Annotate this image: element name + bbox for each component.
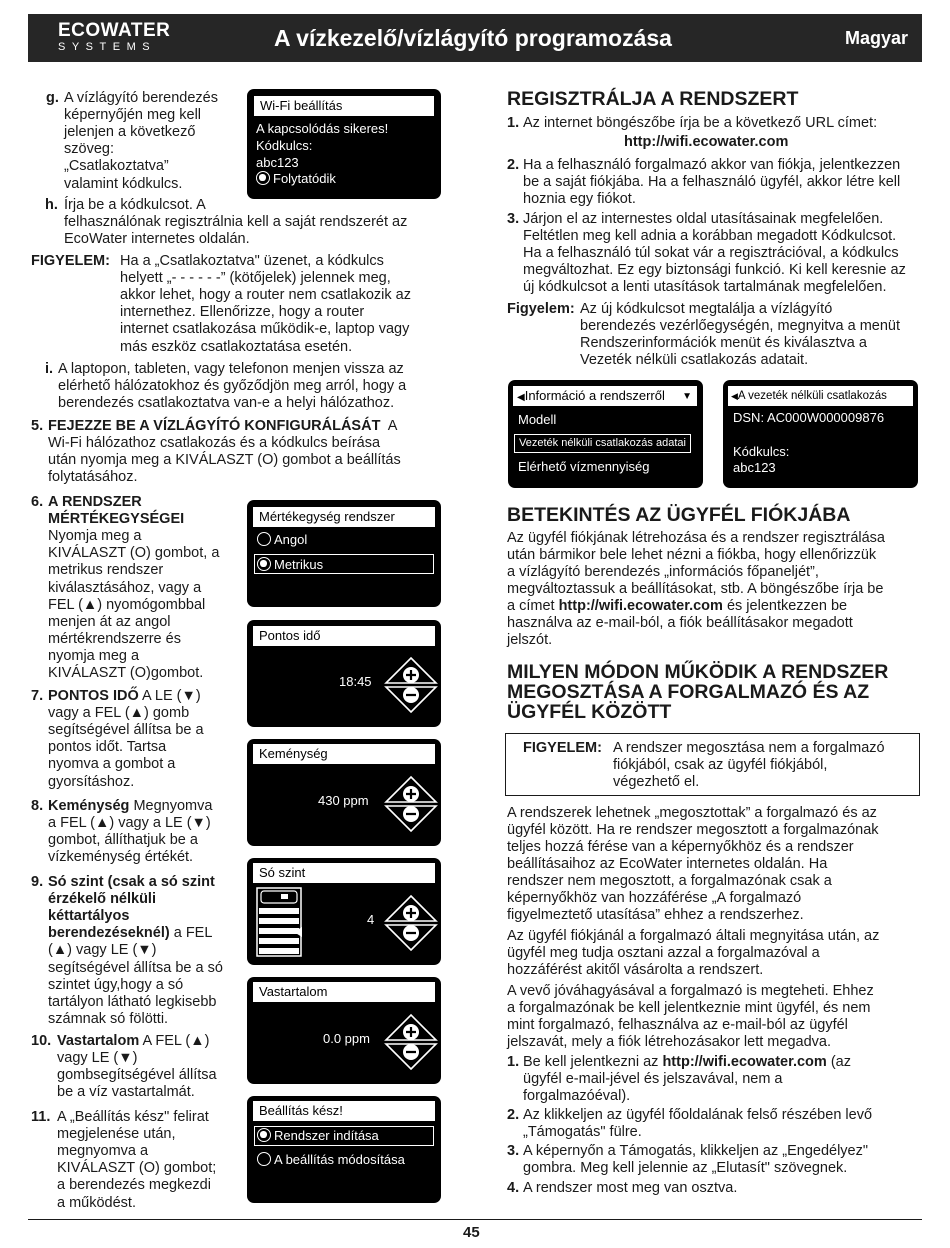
sharing-warning-box — [505, 733, 920, 796]
menu-item-model[interactable]: Modell — [518, 412, 557, 427]
language-label: Magyar — [844, 28, 908, 48]
step-11-number: 11. — [31, 1109, 51, 1125]
share-step-2-number: 2. — [507, 1107, 520, 1123]
screen-title: ◀A vezeték nélküli csatlakozás — [728, 386, 913, 406]
salt-tank-icon — [255, 886, 303, 958]
system-info-screen — [508, 380, 703, 488]
start-system-option[interactable]: Rendszer indítása — [257, 1128, 379, 1143]
account-url-link[interactable]: http://wifi.ecowater.com — [558, 598, 723, 614]
ecowater-logo — [58, 21, 170, 53]
screen-title: Wi-Fi beállítás — [254, 96, 434, 116]
step-5-text: FEJEZZE BE A VÍZLÁGYÍTÓ KONFIGURÁLÁSÁT A Wi-Fi hálózathoz csatlakozás és a kódkulcs beírása után nyomja meg a KIVÁLASZT (O) gombot a beállítás folytatásához. — [48, 418, 401, 486]
sharing-paragraph-3: A vevő jóváhagyásával a forgalmazó is megteheti. Ehhez a forgalmazónak be kell jelentkeznie mint ügyfél, és nem mint forgalmazó, felhasználva az e-mail-ból az ügyfél jelszavát, mely a fiók létrehozásakor lett megadva. — [507, 983, 874, 1050]
step-6-text: A RENDSZER MÉRTÉKEGYSÉGEI Nyomja meg a KIVÁLASZT (O) gombot, a metrikus rendszer kiválasztásához, vagy a FEL (▲) nyomógombbal menjen át az angol mértékrendszerre és nyomja meg a KIVÁLASZT (O)gombot. — [48, 494, 220, 682]
up-down-arrows-icon[interactable] — [384, 894, 438, 952]
warning-text: A rendszer megosztása nem a forgalmazó fiókjából, csak az ügyfél fiókjából, végezhető el. — [613, 740, 885, 791]
wifi-setup-screen — [247, 89, 441, 199]
warning-label: FIGYELEM: — [523, 740, 602, 756]
share-step-1-text: Be kell jelentkezni az http://wifi.ecowater.com (az ügyfél e-mail-jével és jelszavával, nem a forgalmazóéval). — [523, 1054, 851, 1105]
screen-title: Keménység — [253, 744, 435, 764]
setup-done-screen — [247, 1096, 441, 1203]
step-7-text: PONTOS IDŐ A LE (▼) vagy a FEL (▲) gomb segítségével állítsa be a pontos időt. Tartsa nyomva a gombot a gyorsításhoz. — [48, 688, 204, 790]
page-header — [28, 14, 922, 62]
keycode-value: abc123 — [256, 155, 299, 170]
share-step-3-text: A képernyőn a Támogatás, klikkeljen az „Engedélyez" gombra. Meg kell jelennie az „Elutasít" szövegnek. — [523, 1143, 869, 1177]
back-arrow-icon: ◀ — [731, 391, 738, 401]
step-10-number: 10. — [31, 1033, 52, 1049]
units-screen — [247, 500, 441, 607]
keycode-label: Kódkulcs: — [256, 138, 313, 153]
reg-step-1-text: Az internet böngészőbe írja be a következő URL címet: — [523, 115, 878, 131]
screen-title: Pontos idő — [253, 626, 435, 646]
option-english[interactable]: Angol — [257, 532, 307, 547]
sharing-heading: MILYEN MÓDON MŰKÖDIK A RENDSZER MEGOSZTÁSA A FORGALMAZÓ ÉS AZ ÜGYFÉL KÖZÖTT — [507, 661, 889, 723]
step-9-text: Só szint (csak a só szint érzékelő nélküli kéttartályos berendezéseknél) a FEL (▲) vagy LE (▼) segítségével állítsa be a só szintet úgy,hogy a só tartályon látható legkisebb számnak só fölötti. — [48, 874, 223, 1027]
continue-option[interactable]: Folytatódik — [256, 171, 336, 186]
back-arrow-icon: ◀ — [517, 392, 525, 403]
share-step-4-text: A rendszer most meg van osztva. — [523, 1180, 738, 1196]
step-8-number: 8. — [31, 798, 44, 814]
radio-selected-icon — [257, 1128, 271, 1142]
brand-name: ECOWATER — [58, 20, 171, 41]
step-i-text: A laptopon, tableten, vagy telefonon menjen vissza az elérhető hálózatokhoz és győződjön meg arról, hogy a berendezés csatlakoztatva van-e a helyi hálózathoz. — [58, 361, 407, 412]
step-g-text: A vízlágyító berendezés képernyőjén meg kell jelenjen a következő szöveg: „Csatlakoztatva” valamint kódkulcs. — [64, 90, 218, 192]
warning-label: FIGYELEM: — [31, 253, 110, 269]
menu-item-wireless-data[interactable]: Vezeték nélküli csatlakozás adatai — [514, 434, 691, 453]
connection-status: A kapcsolódás sikeres! — [256, 121, 389, 136]
page-title: A vízkezelő/vízlágyító programozása — [274, 25, 672, 51]
dropdown-arrow-icon: ▼ — [682, 391, 692, 402]
step-11-text: A „Beállítás kész" felirat megjelenése után, megnyomva a KIVÁLASZT (O) gombot; a berendezés megkezdi a működést. — [57, 1109, 217, 1211]
menu-item-available-water[interactable]: Elérhető vízmennyiség — [518, 459, 650, 474]
up-down-arrows-icon[interactable] — [384, 656, 438, 714]
note-text: Az új kódkulcsot megtalálja a vízlágyító berendezés vezérlőegységén, megnyitva a menüt Rendszerinformációk menüt és kiválasztva a Vezeték nélküli csatlakozás adatait. — [580, 301, 900, 369]
modify-settings-option[interactable]: A beállítás módosítása — [257, 1152, 405, 1167]
footer-rule — [28, 1219, 922, 1220]
warning-text: Ha a „Csatlakoztatva" üzenet, a kódkulcs helyett „- - - - - -” (kötőjelek) jelennek meg, akkor lehet, hogy a router nem csatlakozik az internethez. Ellenőrizze, hogy a router internet csatlakozása működik-e, laptop vagy más eszköz csatlakoztatása esetén. — [120, 253, 411, 355]
register-heading: REGISZTRÁLJA A RENDSZERT — [507, 88, 799, 110]
wireless-info-screen — [723, 380, 918, 488]
reg-step-3-text: Járjon el az internestes oldal utasításainak megfelelően. Feltétlen meg kell adnia a korábban megadott Kódkulcsot. Ha a felhasználó túl sokat vár a regisztrációval, a kódkulcs megváltozhat. Ez egy biztonsági funkció. Ki kell keresnie az új kódkulcsot a lenti utasítások tartalmának megfelelően. — [523, 211, 906, 296]
share-step-4-number: 4. — [507, 1180, 520, 1196]
up-down-arrows-icon[interactable] — [384, 775, 438, 833]
screen-title: Beállítás kész! — [253, 1101, 435, 1121]
iron-screen — [247, 977, 441, 1084]
share-step-3-number: 3. — [507, 1143, 520, 1159]
radio-empty-icon — [257, 1152, 271, 1166]
up-down-arrows-icon[interactable] — [384, 1013, 438, 1071]
screen-title: Mértékegység rendszer — [253, 507, 435, 527]
step-6-number: 6. — [31, 494, 44, 510]
screen-title: ◀Információ a rendszerről ▼ — [513, 386, 697, 406]
page-number: 45 — [463, 1224, 480, 1241]
brand-sub: SYSTEMS — [58, 41, 157, 53]
time-screen — [247, 620, 441, 727]
step-9-number: 9. — [31, 874, 44, 890]
sharing-paragraph-2: Az ügyfél fiókjánál a forgalmazó általi megnyitása után, az ügyfél meg tudja osztani azzal a forgalmazóval a hozzáférést akitől vásárolta a rendszert. — [507, 928, 880, 978]
note-label: Figyelem: — [507, 301, 575, 317]
register-url-link[interactable]: http://wifi.ecowater.com — [624, 134, 789, 150]
level-pointer-icon — [294, 927, 302, 937]
iron-value: 0.0 ppm — [323, 1031, 370, 1046]
step-10-text: Vastartalom A FEL (▲) vagy LE (▼) gombsegítségével állítsa be a víz vastartalmát. — [57, 1033, 217, 1101]
reg-step-3-number: 3. — [507, 211, 520, 227]
login-url-link[interactable]: http://wifi.ecowater.com — [662, 1054, 827, 1070]
step-h-letter: h. — [45, 197, 58, 213]
reg-step-2-number: 2. — [507, 157, 520, 173]
step-5-number: 5. — [31, 418, 44, 434]
step-i-letter: i. — [45, 361, 54, 377]
screen-title: Vastartalom — [253, 982, 435, 1002]
reg-step-2-text: Ha a felhasználó forgalmazó akkor van fiókja, jelentkezzen be a saját fiókjába. Ha a felhasználó ügyfél, akkor létre kell hoznia egy fiókot. — [523, 157, 901, 208]
share-step-1-number: 1. — [507, 1054, 520, 1070]
time-value: 18:45 — [339, 674, 372, 689]
step-h-text: Írja be a kódkulcsot. A felhasználónak regisztrálnia kell a saját rendszerét az EcoWater internetes oldalán. — [64, 197, 408, 248]
salt-level-value: 4 — [367, 912, 375, 927]
step-g-letter: g. — [46, 90, 59, 106]
dsn-value: DSN: AC000W000009876 — [733, 410, 885, 425]
step-8-text: Keménység Megnyomva a FEL (▲) vagy a LE (▼) gombot, állíthatjuk be a vízkeménység értékét. — [48, 798, 213, 866]
screen-title: Só szint — [253, 863, 435, 883]
keycode-label: Kódkulcs: — [733, 444, 790, 459]
option-metric[interactable]: Metrikus — [257, 557, 323, 572]
account-heading: BETEKINTÉS AZ ÜGYFÉL FIÓKJÁBA — [507, 504, 851, 526]
share-step-2-text: Az klikkeljen az ügyfél főoldalának felső részében levő „Támogatás" fülre. — [523, 1107, 873, 1141]
reg-step-1-number: 1. — [507, 115, 520, 131]
keycode-value: abc123 — [733, 460, 776, 475]
hardness-value: 430 ppm — [318, 793, 369, 808]
radio-selected-icon — [256, 171, 270, 185]
step-7-number: 7. — [31, 688, 44, 704]
account-paragraph: Az ügyfél fiókjának létrehozása és a rendszer regisztrálása után bármikor bele lehet nézni a fiókba, hogy ellenőrizzük a vízlágyító berendezés „információs főpaneljét”, megváltoztassuk a beállításokat, stb. A böngészőbe írja be a címet http://wifi.ecowater.com és jelentkezzen be használva az e-mail-ból, a fiók beállításakor megadott jelszót. — [507, 530, 885, 648]
hardness-screen — [247, 739, 441, 846]
sharing-paragraph-1: A rendszerek lehetnek „megosztottak” a forgalmazó és az ügyfél között. Ha re rendszer megosztott a forgalmazónak teljes hozzá férése van a képernyőkhöz és a rendszer beállításaihoz az EcoWater internetes oldalán. Ha rendszer nem megosztott, a forgalmazónak csak a képernyőkhöz van hozzáférése „A forgalmazó figyelmeztető utasítása” ehhez a rendszerhez. — [507, 805, 879, 923]
salt-level-screen — [247, 858, 441, 965]
radio-selected-icon — [257, 557, 271, 571]
radio-empty-icon — [257, 532, 271, 546]
